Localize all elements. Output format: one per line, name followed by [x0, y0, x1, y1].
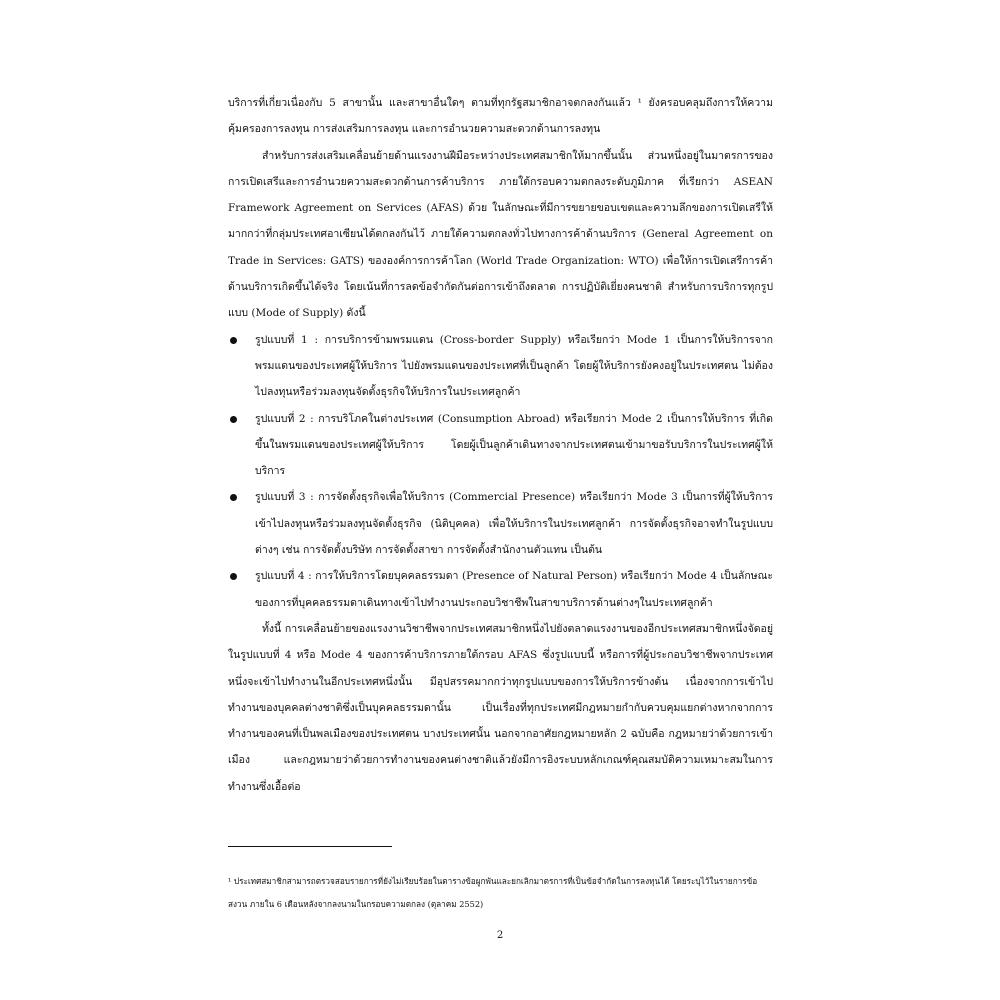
- paragraph-1: บริการที่เกี่ยวเนื่องกับ 5 สาขานั้น และสาขาอื่นใดๆ ตามที่ทุกรัฐสมาชิกอาจตกลงกันแล้ว ¹ ยังครอบคลุมถึงการให้ความคุ้มครองการลงทุน การส่งเสริมการลงทุน และการอำนวยความสะดวกด้านการลงทุน: [228, 97, 773, 136]
- list-item-text: รูปแบบที่ 4 : การให้บริการโดยบุคคลธรรมดา (Presence of Natural Person) หรือเรียกว่า Mode 4 เป็นลักษณะของการที่บุคคลธรรมดาเดินทางเข้าไปทำงานประกอบวิชาชีพในสาขาบริการด้านต่างๆในประเทศลูกค้า: [255, 570, 773, 609]
- list-item: [228, 484, 773, 563]
- list-item: [228, 563, 773, 616]
- page-number: 2: [496, 930, 504, 941]
- body-text: [228, 90, 773, 800]
- supply-modes-list: [228, 327, 773, 616]
- list-item-text: รูปแบบที่ 1 : การบริการข้ามพรมแดน (Cross-border Supply) หรือเรียกว่า Mode 1 เป็นการให้บริการจากพรมแดนของประเทศผู้ให้บริการ ไปยังพรมแดนของประเทศที่เป็นลูกค้า โดยผู้ให้บริการยังคงอยู่ในประเทศตน ไม่ต้องไปลงทุนหรือร่วมลงทุนจัดตั้งธุรกิจให้บริการในประเทศลูกค้า: [255, 333, 773, 399]
- list-item: [228, 406, 773, 485]
- paragraph-2: สำหรับการส่งเสริมเคลื่อนย้ายด้านแรงงานฝีมือระหว่างประเทศสมาชิกให้มากขึ้นนั้น ส่วนหนึ่งอยู่ในมาตรการของการเปิดเสรีและการอำนวยความสะดวกด้านการค้าบริการ ภายใต้กรอบความตกลงระดับภูมิภาค ที่เรียกว่า ASEAN Framework Agreement on Services (AFAS) ด้วย ในลักษณะที่มีการขยายขอบเขตและความลึกของการเปิดเสรีให้มากกว่าที่กลุ่มประเทศอาเซียนได้ตกลงกันไว้ ภายใต้ความตกลงทั่วไปทางการค้าด้านบริการ (General Agreement on Trade in Services: GATS) ขององค์การการค้าโลก (World Trade Organization: WTO) เพื่อให้การเปิดเสรีการค้าด้านบริการเกิดขึ้นได้จริง โดยเน้นที่การลดข้อจำกัดกันต่อการเข้าถึงตลาด การปฏิบัติเยี่ยงคนชาติ สำหรับการบริการทุกรูปแบบ (Mode of Supply) ดังนี้: [228, 149, 773, 320]
- bullet-icon: [230, 573, 237, 580]
- list-item-text: รูปแบบที่ 2 : การบริโภคในต่างประเทศ (Consumption Abroad) หรือเรียกว่า Mode 2 เป็นการให้บริการ ที่เกิดขึ้นในพรมแดนของประเทศผู้ให้บริการ โดยผู้เป็นลูกค้าเดินทางจากประเทศตนเข้ามาขอรับบริการในประเทศผู้ให้บริการ: [255, 412, 773, 478]
- bullet-icon: [230, 416, 237, 423]
- list-item: [228, 327, 773, 406]
- list-item-text: รูปแบบที่ 3 : การจัดตั้งธุรกิจเพื่อให้บริการ (Commercial Presence) หรือเรียกว่า Mode 3 เป็นการที่ผู้ให้บริการเข้าไปลงทุนหรือร่วมลงทุนจัดตั้งธุรกิจ (นิติบุคคล) เพื่อให้บริการในประเทศลูกค้า การจัดตั้งธุรกิจอาจทำในรูปแบบต่างๆ เช่น การจัดตั้งบริษัท การจัดตั้งสาขา การจัดตั้งสำนักงานตัวแทน เป็นต้น: [255, 491, 773, 557]
- footnote: ¹ ประเทศสมาชิกสามารถตรวจสอบรายการที่ยังไม่เรียบร้อยในตารางข้อผูกพันและยกเลิกมาตรการที่เป็นข้อจำกัดในการลงทุนได้ โดยระบุไว้ในรายการข้อสงวน ภายใน 6 เดือนหลังจากลงนามในกรอบความตกลง (ตุลาคม 2552): [228, 876, 758, 909]
- bullet-icon: [230, 494, 237, 501]
- bullet-icon: [230, 337, 237, 344]
- paragraph-3: ทั้งนี้ การเคลื่อนย้ายของแรงงานวิชาชีพจากประเทศสมาชิกหนึ่งไปยังตลาดแรงงานของอีกประเทศสมาชิกหนึ่งจัดอยู่ในรูปแบบที่ 4 หรือ Mode 4 ของการค้าบริการภายใต้กรอบ AFAS ซึ่งรูปแบบนี้ หรือการที่ผู้ประกอบวิชาชีพจากประเทศหนึ่งจะเข้าไปทำงานในอีกประเทศหนึ่งนั้น มีอุปสรรคมากกว่าทุกรูปแบบของการให้บริการข้างต้น เนื่องจากการเข้าไปทำงานของบุคคลต่างชาติซึ่งเป็นบุคคลธรรมดานั้น เป็นเรื่องที่ทุกประเทศมีกฎหมายกำกับควบคุมแยกต่างหากจากการทำงานของคนที่เป็นพลเมืองของประเทศตน บางประเทศนั้น นอกจากอาศัยกฎหมายหลัก 2 ฉบับคือ กฎหมายว่าด้วยการเข้าเมือง และกฎหมายว่าด้วยการทำงานของคนต่างชาติแล้วยังมีการอิงระบบหลักเกณฑ์คุณสมบัติความเหมาะสมในการทำงานซึ่งเอื้อต่อ: [228, 622, 773, 793]
- footnote-divider: [228, 846, 392, 847]
